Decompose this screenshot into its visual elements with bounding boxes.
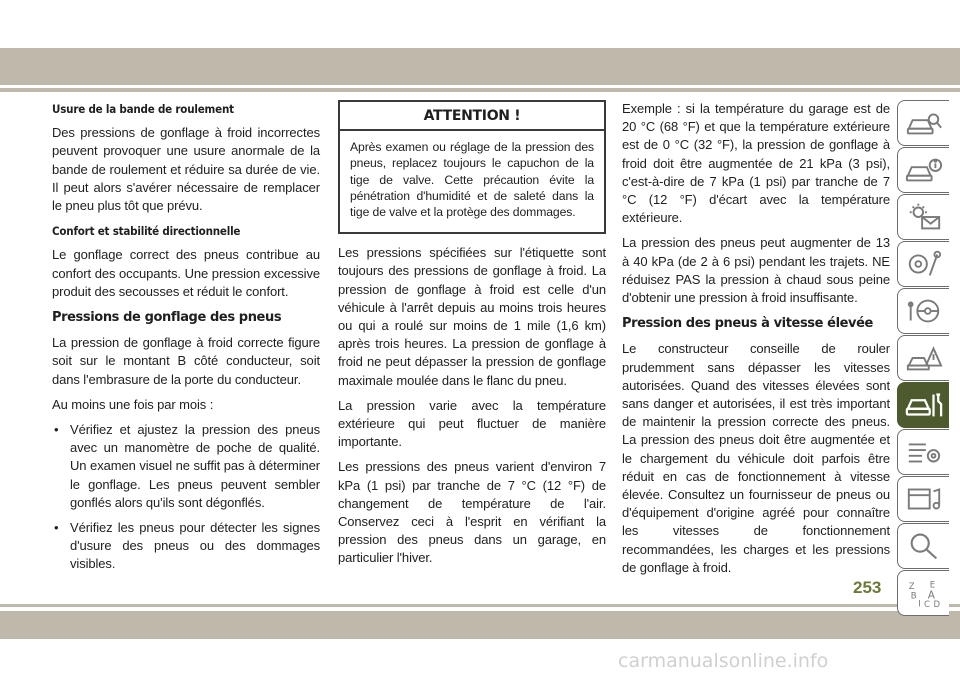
subheading-comfort: Confort et stabilité directionnelle bbox=[52, 224, 241, 239]
tab-index[interactable] bbox=[897, 570, 949, 616]
tab-warning-lights[interactable] bbox=[897, 194, 949, 240]
tab-car-info[interactable] bbox=[897, 147, 949, 193]
paragraph: Des pressions de gonflage à froid incorrectes peuvent provoquer une usure anormale de la bande de roulement et réduire sa durée de vie. Il peut alors s'avérer nécessaire de remplacer le pneu plus tôt que prévu. bbox=[52, 125, 320, 214]
tab-steering[interactable] bbox=[897, 288, 949, 334]
paragraph: Le gonflage correct des pneus contribue au confort des occupants. Une pression excessive produit des secousses et réduit le confort. bbox=[52, 247, 320, 299]
heading-tire-pressures: Pressions de gonflage des pneus bbox=[52, 310, 282, 326]
attention-title: ATTENTION ! bbox=[340, 102, 604, 131]
svg-text:B: B bbox=[910, 591, 917, 602]
tab-maintenance-active[interactable] bbox=[897, 382, 949, 428]
heading-high-speed: Pression des pneus à vitesse élevée bbox=[622, 316, 873, 332]
tab-car-search[interactable] bbox=[897, 100, 949, 146]
chapter-tabs bbox=[897, 100, 949, 617]
warning-light-icon bbox=[905, 201, 943, 233]
paragraph: La pression des pneus peut augmenter de 13 à 40 kPa (de 2 à 6 psi) pendant les trajets. NE réduisez PAS la pression à chaud sous peine d'obtenir une pression à froid insuffisante. bbox=[622, 235, 890, 306]
car-wrench-icon bbox=[905, 389, 943, 421]
column-2 bbox=[338, 100, 606, 575]
attention-box bbox=[338, 100, 606, 234]
header-band bbox=[0, 48, 960, 85]
paragraph: Le constructeur conseille de rouler prudemment sans dépasser les vitesses autorisées. Quand des vitesses élevées sont sans danger et autorisées, il est très important de maintenir la pression correcte des pneus. La pression des pneus doit être augmentée et le chargement du véhicule doit parfois être réduit en cas de fonctionnement à vitesse élevée. Consultez un fournisseur de pneus ou d'équipement d'origine agréé pour connaître les vitesses de fonctionnement recommandées, les charges et les pressions de gonflage à froid. bbox=[622, 341, 890, 575]
bullet-item: • Vérifiez les pneus pour détecter les signes d'usure des pneus ou des dommages visibles. bbox=[52, 519, 320, 574]
watermark: carmanualsonline.info bbox=[618, 650, 829, 672]
paragraph: La pression varie avec la température extérieure qui peut fluctuer de manière importante. bbox=[338, 397, 606, 450]
list-gear-icon bbox=[905, 436, 943, 468]
multimedia-icon bbox=[905, 483, 943, 515]
tab-multimedia[interactable] bbox=[897, 476, 949, 522]
tab-roadside[interactable] bbox=[897, 335, 949, 381]
paragraph: La pression de gonflage à froid correcte figure soit sur le montant B côté conducteur, soit dans l'embrasure de la porte du conducteur. bbox=[52, 335, 320, 387]
roadside-warning-icon bbox=[905, 342, 943, 374]
tab-maintenance-gear[interactable] bbox=[897, 241, 949, 287]
steering-icon bbox=[905, 295, 943, 327]
svg-text:Z: Z bbox=[908, 582, 915, 593]
search-icon bbox=[905, 530, 943, 562]
column-3 bbox=[622, 100, 890, 584]
tab-specifications[interactable] bbox=[897, 429, 949, 475]
paragraph: Les pressions des pneus varient d'environ 7 kPa (1 psi) par tranche de 7 °C (12 °F) de changement de température de l'air. Conservez ceci à l'esprit en vérifiant la pression des pneus dans un garage, en particulier l'hiver. bbox=[338, 459, 606, 566]
paragraph: Exemple : si la température du garage est de 20 °C (68 °F) et que la température extérieure est de 0 °C (32 °F), la pression de gonflage à froid doit être augmentée de 21 kPa (3 psi), c'est-à-dire de 7 kPa (1 psi) par tranche de 7 °C (12 °F) d'écart avec la température extérieure. bbox=[622, 101, 890, 226]
attention-body: Après examen ou réglage de la pression des pneus, replacez toujours le capuchon de la tige de valve. Cette précaution évite la pénétration d'humidité et de saleté dans la tige de valve et la protège des dommages. bbox=[350, 140, 594, 220]
footer-band bbox=[0, 611, 960, 639]
tab-search[interactable] bbox=[897, 523, 949, 569]
column-1 bbox=[52, 100, 320, 581]
svg-text:D: D bbox=[933, 600, 940, 609]
footer-band-line bbox=[0, 604, 960, 607]
bullet-item: • Vérifiez et ajustez la pression des pneus avec un manomètre de poche de qualité. Un examen visuel ne suffit pas à déterminer le gonflage. Les pneus peuvent sembler gonflés alors qu'ils sont dégonflés. bbox=[52, 421, 320, 512]
index-icon bbox=[905, 577, 943, 609]
car-search-icon bbox=[905, 107, 943, 139]
svg-text:I: I bbox=[917, 599, 921, 609]
svg-text:A: A bbox=[927, 589, 935, 602]
bullet-list bbox=[52, 421, 320, 574]
svg-text:E: E bbox=[929, 580, 935, 591]
subheading-tread-wear: Usure de la bande de roulement bbox=[52, 102, 234, 116]
car-info-icon bbox=[905, 154, 943, 186]
paragraph: Au moins une fois par mois : bbox=[52, 396, 214, 412]
wrench-gear-icon bbox=[905, 248, 943, 280]
page-number: 253 bbox=[853, 578, 882, 597]
svg-text:C: C bbox=[923, 600, 930, 609]
header-band-line bbox=[0, 88, 960, 92]
paragraph: Les pressions spécifiées sur l'étiquette sont toujours des pressions de gonflage à froid. La pression de gonflage à froid est celle d'un véhicule à l'arrêt depuis au moins trois heures ou qui a roulé sur moins de 1 mile (1,6 km) après trois heures. La pression de gonflage à froid ne peut dépasser la pression de gonflage maximale moulée dans le flanc du pneu. bbox=[338, 245, 606, 388]
